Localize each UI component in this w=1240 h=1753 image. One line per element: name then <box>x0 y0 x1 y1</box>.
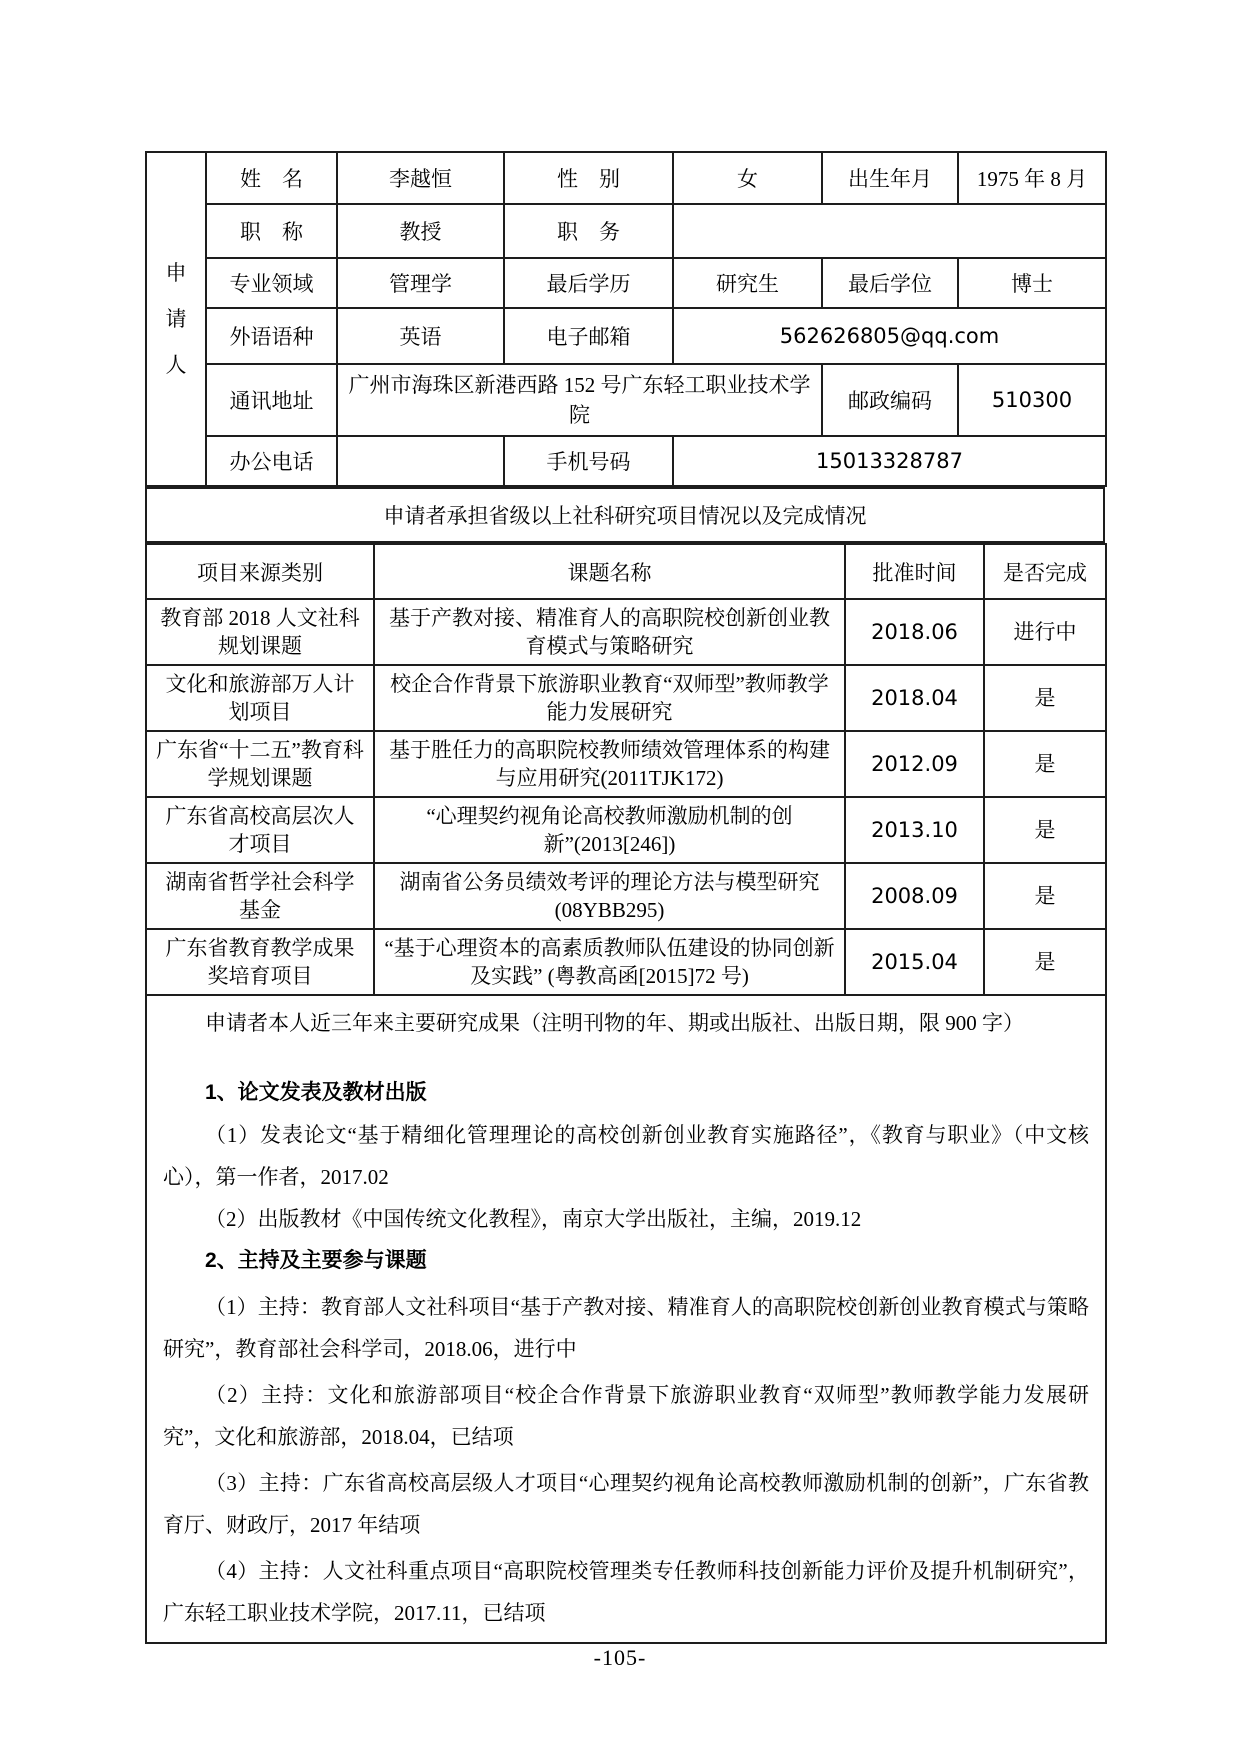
project-source: 广东省高校高层次人才项目 <box>146 797 374 863</box>
office-phone-label: 办公电话 <box>206 436 337 486</box>
achievement-paragraph: （1）主持：教育部人文社科项目“基于产教对接、精准育人的高职院校创新创业教育模式与策略研究”，教育部社会科学司，2018.06，进行中 <box>163 1295 1089 1361</box>
field-label: 专业领域 <box>206 258 337 308</box>
projects-section-title: 申请者承担省级以上社科研究项目情况以及完成情况 <box>146 488 1104 542</box>
project-source: 教育部 2018 人文社科规划课题 <box>146 599 374 665</box>
name-value: 李越恒 <box>337 152 504 204</box>
address-label: 通讯地址 <box>206 364 337 436</box>
project-source: 文化和旅游部万人计划项目 <box>146 665 374 731</box>
position-label: 职 务 <box>504 204 673 258</box>
achievement-paragraph: （1）发表论文“基于精细化管理理论的高校创新创业教育实施路径”，《教育与职业》（中文核心），第一作者，2017.02 <box>163 1123 1089 1189</box>
project-date: 2018.04 <box>845 665 984 731</box>
project-date: 2015.04 <box>845 929 984 995</box>
project-date: 2008.09 <box>845 863 984 929</box>
email-value: 562626805@qq.com <box>673 308 1106 364</box>
address-value: 广州市海珠区新港西路 152 号广东轻工职业技术学院 <box>337 364 822 436</box>
project-topic: 基于胜任力的高职院校教师绩效管理体系的构建与应用研究(2011TJK172) <box>374 731 845 797</box>
achievements-row <box>146 995 1106 1643</box>
mobile-label: 手机号码 <box>504 436 673 486</box>
project-date: 2012.09 <box>845 731 984 797</box>
project-date: 2013.10 <box>845 797 984 863</box>
email-label: 电子邮箱 <box>504 308 673 364</box>
project-status: 是 <box>984 929 1106 995</box>
applicant-side-label-text: 申请人 <box>165 261 187 377</box>
applicant-info-table <box>145 151 1107 487</box>
project-date: 2018.06 <box>845 599 984 665</box>
language-label: 外语语种 <box>206 308 337 364</box>
title-value: 教授 <box>337 204 504 258</box>
projects-header-row <box>146 544 1106 599</box>
project-row <box>146 731 1106 797</box>
gender-label: 性 别 <box>504 152 673 204</box>
project-row <box>146 665 1106 731</box>
col-header-topic: 课题名称 <box>374 544 845 599</box>
degree-label: 最后学位 <box>822 258 958 308</box>
col-header-source: 项目来源类别 <box>146 544 374 599</box>
project-topic: 基于产教对接、精准育人的高职院校创新创业教育模式与策略研究 <box>374 599 845 665</box>
project-status: 是 <box>984 731 1106 797</box>
project-row <box>146 929 1106 995</box>
achievement-paragraph: （3）主持：广东省高校高层级人才项目“心理契约视角论高校教师激励机制的创新”，广东省教育厅、财政厅，2017 年结项 <box>163 1471 1089 1537</box>
mobile-value: 15013328787 <box>673 436 1106 486</box>
degree-value: 博士 <box>958 258 1106 308</box>
gender-value: 女 <box>673 152 822 204</box>
project-topic: “基于心理资本的高素质教师队伍建设的协同创新及实践” (粤教高函[2015]72 号) <box>374 929 845 995</box>
project-topic: 湖南省公务员绩效考评的理论方法与模型研究(08YBB295) <box>374 863 845 929</box>
birth-label: 出生年月 <box>822 152 958 204</box>
project-row <box>146 599 1106 665</box>
project-topic: 校企合作背景下旅游职业教育“双师型”教师教学能力发展研究 <box>374 665 845 731</box>
col-header-date: 批准时间 <box>845 544 984 599</box>
birth-value: 1975 年 8 月 <box>958 152 1106 204</box>
project-status: 进行中 <box>984 599 1106 665</box>
achievement-paragraph: （2）出版教材《中国传统文化教程》，南京大学出版社，主编，2019.12 <box>205 1207 862 1231</box>
project-topic: “心理契约视角论高校教师激励机制的创新”(2013[246]) <box>374 797 845 863</box>
applicant-side-label <box>146 152 206 486</box>
field-value: 管理学 <box>337 258 504 308</box>
achievements-heading-1: 1、论文发表及教材出版 <box>205 1081 427 1104</box>
application-form <box>145 151 1105 1644</box>
projects-table <box>145 543 1107 1644</box>
project-status: 是 <box>984 665 1106 731</box>
achievements-title: 申请者本人近三年来主要研究成果（注明刊物的年、期或出版社、出版日期，限 900 字） <box>205 1011 1024 1035</box>
language-value: 英语 <box>337 308 504 364</box>
achievement-paragraph: （4）主持：人文社科重点项目“高职院校管理类专任教师科技创新能力评价及提升机制研究”，广东轻工职业技术学院，2017.11，已结项 <box>163 1559 1089 1625</box>
achievements-heading-2: 2、主持及主要参与课题 <box>205 1249 427 1272</box>
achievements-cell <box>146 995 1106 1643</box>
project-source: 广东省教育教学成果奖培育项目 <box>146 929 374 995</box>
achievement-paragraph: （2）主持：文化和旅游部项目“校企合作背景下旅游职业教育“双师型”教师教学能力发展研究”，文化和旅游部，2018.04，已结项 <box>163 1383 1089 1449</box>
project-row <box>146 797 1106 863</box>
postcode-label: 邮政编码 <box>822 364 958 436</box>
education-label: 最后学历 <box>504 258 673 308</box>
projects-section-title-table <box>145 487 1105 543</box>
postcode-value: 510300 <box>958 364 1106 436</box>
col-header-status: 是否完成 <box>984 544 1106 599</box>
education-value: 研究生 <box>673 258 822 308</box>
project-status: 是 <box>984 863 1106 929</box>
position-value <box>673 204 1106 258</box>
office-phone-value <box>337 436 504 486</box>
project-source: 湖南省哲学社会科学基金 <box>146 863 374 929</box>
name-label: 姓 名 <box>206 152 337 204</box>
project-source: 广东省“十二五”教育科学规划课题 <box>146 731 374 797</box>
title-label: 职 称 <box>206 204 337 258</box>
project-row <box>146 863 1106 929</box>
page-number: -105- <box>593 1645 647 1670</box>
project-status: 是 <box>984 797 1106 863</box>
